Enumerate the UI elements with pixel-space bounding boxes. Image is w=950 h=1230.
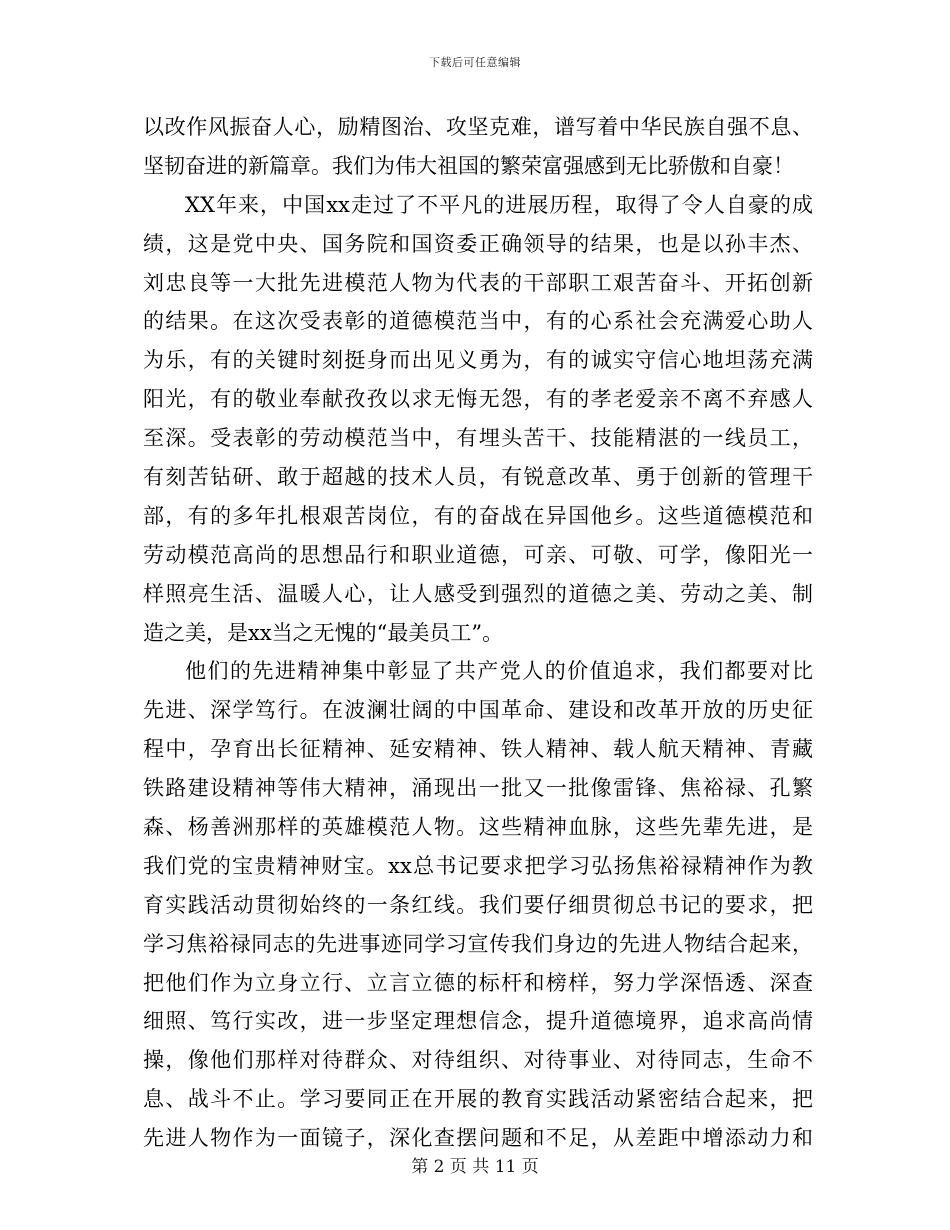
text-line: 把他们作为立身立行、立言立德的标杆和榜样，努力学深悟透、深查 xyxy=(143,970,813,995)
text-line: 的结果。在这次受表彰的道德模范当中，有的心系社会充满爱心助人 xyxy=(143,309,813,334)
text-line: 学习焦裕禄同志的先进事迹同学习宣传我们身边的先进人物结合起来， xyxy=(143,931,813,956)
text-line: 铁路建设精神等伟大精神，涌现出一批又一批像雷锋、焦裕禄、孔繁 xyxy=(143,776,813,801)
text-line: 刘忠良等一大批先进模范人物为代表的干部职工艰苦奋斗、开拓创新 xyxy=(143,270,813,295)
text-line: 森、杨善洲那样的英雄模范人物。这些精神血脉，这些先辈先进，是 xyxy=(143,815,813,840)
document-body xyxy=(143,108,813,1158)
text-line: 为乐，有的关键时刻挺身而出见义勇为，有的诚实守信心地坦荡充满 xyxy=(143,348,813,373)
text-line: 绩，这是党中央、国务院和国资委正确领导的结果，也是以孙丰杰、 xyxy=(143,231,813,256)
text-line: 育实践活动贯彻始终的一条红线。我们要仔细贯彻总书记的要求，把 xyxy=(143,892,813,917)
text-line: 先进、深学笃行。在波澜壮阔的中国革命、建设和改革开放的历史征 xyxy=(143,698,813,723)
text-line: XX年来，中国xx走过了不平凡的进展历程，取得了令人自豪的成 xyxy=(185,192,813,217)
text-line: 造之美，是xx当之无愧的“最美员工”。 xyxy=(143,620,504,645)
text-line: 操，像他们那样对待群众、对待组织、对待事业、对待同志，生命不 xyxy=(143,1048,813,1073)
text-line: 部，有的多年扎根艰苦岗位，有的奋战在异国他乡。这些道德模范和 xyxy=(143,503,813,528)
text-line: 细照、笃行实改，进一步坚定理想信念，提升道德境界，追求高尚情 xyxy=(143,1009,813,1034)
text-line: 程中，孕育出长征精神、延安精神、铁人精神、载人航天精神、青藏 xyxy=(143,737,813,762)
text-line: 劳动模范高尚的思想品行和职业道德，可亲、可敬、可学，像阳光一 xyxy=(143,542,813,567)
page-header-note: 下载后可任意编辑 xyxy=(429,56,521,69)
text-line: 坚韧奋进的新篇章。我们为伟大祖国的繁荣富强感到无比骄傲和自豪！ xyxy=(143,153,794,178)
text-line: 至深。受表彰的劳动模范当中，有埋头苦干、技能精湛的一线员工， xyxy=(143,426,813,451)
text-line: 息、战斗不止。学习要同正在开展的教育实践活动紧密结合起来，把 xyxy=(143,1087,813,1112)
text-line: 有刻苦钻研、敢于超越的技术人员，有锐意改革、勇于创新的管理干 xyxy=(143,465,813,490)
text-line: 以改作风振奋人心，励精图治、攻坚克难，谱写着中华民族自强不息、 xyxy=(143,115,813,139)
page-number-footer: 第 2 页 共 11 页 xyxy=(411,1157,539,1177)
text-line: 他们的先进精神集中彰显了共产党人的价值追求，我们都要对比 xyxy=(185,659,813,684)
text-line: 先进人物作为一面镜子，深化查摆问题和不足，从差距中增添动力和 xyxy=(143,1126,813,1151)
text-line: 阳光，有的敬业奉献孜孜以求无悔无怨，有的孝老爱亲不离不弃感人 xyxy=(143,387,813,412)
text-line: 我们党的宝贵精神财宝。xx总书记要求把学习弘扬焦裕禄精神作为教 xyxy=(143,853,813,878)
text-line: 样照亮生活、温暖人心，让人感受到强烈的道德之美、劳动之美、制 xyxy=(143,581,813,606)
